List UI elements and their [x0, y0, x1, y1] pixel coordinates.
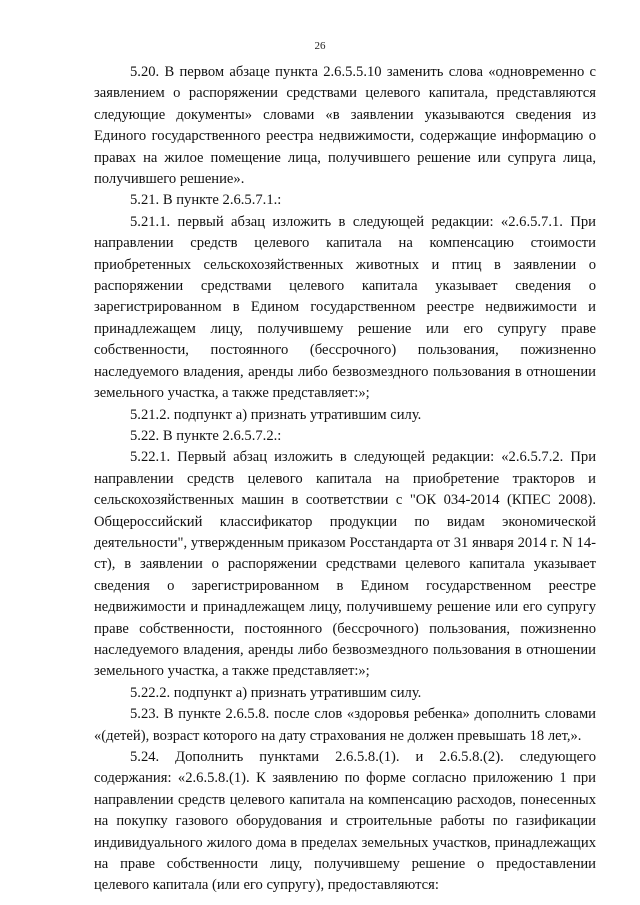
paragraph-5-23: 5.23. В пункте 2.6.5.8. после слов «здоровья ребенка» дополнить словами «(детей), возраст которого на дату страхования не должен превышать 18 лет,».: [94, 706, 596, 744]
paragraph-5-21-2: 5.21.2. подпункт а) признать утратившим силу.: [130, 406, 422, 423]
page-number: 26: [314, 40, 326, 52]
paragraph-5-24: 5.24. Дополнить пунктами 2.6.5.8.(1). и 2.6.5.8.(2). следующего содержания: «2.6.5.8.(1). К заявлению по форме согласно приложению 1 при направлении средств целевого капитала на компенсацию расходов, понесенных на покупку газового оборудования и строительные работы по газификации индивидуального жилого дома в пределах земельных участков, принадлежащих на праве собственности лицу, получившему решение о предоставлении целевого капитала (или его супругу), предоставляются:: [94, 749, 596, 894]
paragraph-5-20: 5.20. В первом абзаце пункта 2.6.5.5.10 заменить слова «одновременно с заявлением о распоряжении средствами целевого капитала, представляются следующие документы» словами «в заявлении указываются сведения из Единого государственного реестра недвижимости, содержащие информацию о правах на жилое помещение лица, получившего решение или супруга лица, получившего решение».: [94, 64, 596, 188]
paragraph-5-22-1: 5.22.1. Первый абзац изложить в следующей редакции: «2.6.5.7.2. При направлении средств целевого капитала на приобретение тракторов и сельскохозяйственных машин в соответствии с "ОК 034-2014 (КПЕС 2008). Общероссийский классификатор продукции по видам экономической деятельности", утвержденным приказом Росстандарта от 31 января 2014 г. N 14-ст), в заявлении о распоряжении средствами целевого капитала указывает сведения о зарегистрированном в Едином государственном реестре недвижимости и принадлежащем лицу, получившему решение или его супругу праве собственности, постоянного (бессрочного) пользования, пожизненно наследуемого владения, аренды либо безвозмездного пользования в отношении земельного участка, а также представляет:»;: [94, 449, 596, 680]
document-body: [94, 62, 596, 897]
paragraph-5-22: 5.22. В пункте 2.6.5.7.2.:: [130, 427, 282, 444]
paragraph-5-21-1: 5.21.1. первый абзац изложить в следующей редакции: «2.6.5.7.1. При направлении средств целевого капитала на компенсацию стоимости приобретенных сельскохозяйственных животных и птиц в заявлении о распоряжении средствами целевого капитала указывает сведения о зарегистрированном в Едином государственном реестре недвижимости и принадлежащем лицу, получившему решение или его супругу праве собственности, постоянного (бессрочного) пользования, пожизненно наследуемого владения, аренды либо безвозмездного пользования в отношении земельного участка, а также представляет:»;: [94, 213, 596, 402]
paragraph-5-21: 5.21. В пункте 2.6.5.7.1.:: [130, 192, 282, 209]
paragraph-5-22-2: 5.22.2. подпункт а) признать утратившим силу.: [130, 684, 422, 701]
